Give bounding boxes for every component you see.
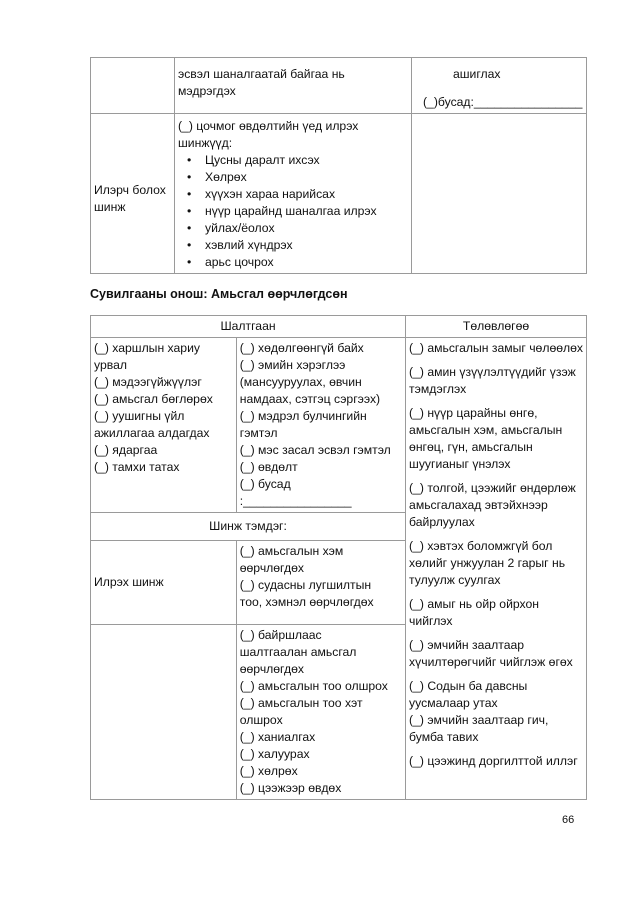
sign-line: шалтгаалан амьсгал	[239, 645, 357, 659]
plan-line: байрлуулах	[409, 515, 475, 529]
plan-line: хүчилтөрөгчийг чийглэж өгөх	[409, 655, 573, 669]
plan-line: тулуулж суулгах	[409, 573, 501, 587]
section-heading: Сувилгааны онош: Амьсгал өөрчлөгдсөн	[90, 287, 348, 301]
cause-line: ажиллагаа алдагдах	[94, 426, 210, 440]
sign-line: өөрчлөгдөх	[239, 561, 304, 575]
plan-item	[409, 596, 583, 630]
text-line: Илэрч болох	[94, 182, 166, 197]
top-table	[90, 57, 587, 274]
plan-item	[409, 364, 583, 398]
acute-pain-signs-list	[178, 152, 408, 271]
plan-item	[409, 340, 583, 357]
cause-line: гэмтэл	[239, 426, 278, 440]
header-plan: Төлөвлөгөө	[406, 316, 587, 338]
sign-line: (_) ханиалгах	[239, 730, 316, 744]
plan-line: (_) нүүр царайны өнгө,	[409, 406, 538, 420]
sign-line: (_) амьсгалын тоо олшрох	[239, 679, 388, 693]
sign-line: (_) цээжээр өвдөх	[239, 781, 342, 795]
top-row1-col2-text	[178, 60, 408, 100]
signs-empty-cell	[91, 625, 237, 800]
sign-line: өөрчлөгдөх	[239, 662, 304, 676]
cause-line: (_) өвдөлт	[239, 460, 298, 474]
bullet-item: • хэвлий хүндрэх	[178, 237, 408, 254]
plan-line: өнгөц, гүн, амьсгалын	[409, 440, 533, 454]
plan-item	[409, 637, 583, 671]
signs-col2b	[236, 625, 405, 800]
bullet-item: • уйлах/ёолох	[178, 220, 408, 237]
plan-line: тэмдэглэх	[409, 382, 467, 396]
cause-line: намдаах, сэтгэц сэргээх)	[239, 392, 381, 406]
acute-pain-signs-intro	[178, 116, 408, 152]
cause-line: урвал	[94, 358, 127, 372]
text-line: эсвэл шаналгаатай байгаа нь	[178, 67, 345, 81]
plan-line: (_) амин үзүүлэлтүүдийг үзэж	[409, 365, 576, 379]
text-line: (_) цочмог өвдөлтийн үед илрэх	[178, 119, 359, 133]
bullet-item: • нүүр царайнд шаналгаа илрэх	[178, 203, 408, 220]
signs-label	[94, 172, 171, 216]
cause-line: (_) ядаргаа	[94, 443, 158, 457]
header-cause: Шалтгаан	[91, 316, 406, 338]
text-line: шинжүүд:	[178, 136, 233, 150]
top-row1-col3	[412, 58, 587, 114]
top-row1-col3-line1: ашиглах	[453, 67, 501, 81]
bullet-item: • Цусны даралт ихсэх	[178, 152, 408, 169]
signs-header: Шинж тэмдэг:	[91, 513, 406, 541]
plan-item	[409, 678, 583, 746]
top-row1-col3-line2: (_)бусад:________________	[423, 95, 583, 109]
text-line: мэдрэгдэх	[178, 84, 236, 98]
plan-line: (_) цээжинд доргилттой иллэг	[409, 754, 578, 768]
cause-line: (_) харшлын хариу	[94, 341, 200, 355]
causes-col2	[236, 338, 405, 513]
plan-line: (_) толгой, цээжийг өндөрлөж	[409, 481, 576, 495]
top-table-row-1	[91, 58, 587, 114]
plan-line: (_) Содын ба давсны	[409, 679, 528, 693]
top-row2-col1	[91, 114, 175, 274]
cause-line: (_) амьсгал бөглөрөх	[94, 392, 213, 406]
diagnosis-table	[90, 315, 587, 800]
sign-line: олшрох	[239, 713, 283, 727]
cause-line: (мансууруулах, өвчин	[239, 375, 362, 389]
plan-item	[409, 538, 583, 589]
cause-line: (_) бусад	[239, 477, 291, 491]
plan-line: бумба тавих	[409, 730, 479, 744]
sign-line: (_) судасны лугшилтын	[239, 578, 372, 592]
plan-line: (_) амыг нь ойр ойрхон	[409, 597, 539, 611]
cause-line: (_) эмийн хэрэглээ	[239, 358, 346, 372]
cause-line: (_) хөдөлгөөнгүй байх	[239, 341, 364, 355]
cause-line: (_) мэдрэл булчингийн	[239, 409, 367, 423]
top-table-row-2	[91, 114, 587, 274]
plan-line: шуугианыг үнэлэх	[409, 457, 511, 471]
bullet-item: • хүүхэн хараа нарийсах	[178, 186, 408, 203]
plan-item	[409, 480, 583, 531]
plan-line: амьсгалын хэм, амьсгалын	[409, 423, 563, 437]
cause-line: (_) уушигны үйл	[94, 409, 185, 423]
signs-label-cell	[91, 541, 237, 625]
plan-line: уусмалаар утах	[409, 696, 498, 710]
sign-line: тоо, хэмнэл өөрчлөгдөх	[239, 595, 374, 609]
plan-item	[409, 405, 583, 473]
sign-line: (_) амьсгалын хэм	[239, 544, 344, 558]
cause-line: :________________	[239, 494, 352, 508]
causes-row	[91, 338, 587, 513]
signs-col2a	[236, 541, 405, 625]
bullet-item: • арьс цочрох	[178, 254, 408, 271]
sign-line: (_) хөлрөх	[239, 764, 298, 778]
bullet-item: • Хөлрөх	[178, 169, 408, 186]
plan-line: (_) эмчийн заалтаар гич,	[409, 713, 549, 727]
plan-line: хөлийг унжуулан 2 гарыг нь	[409, 556, 566, 570]
top-row1-col1	[91, 58, 175, 114]
signs-label-text: Илрэх шинж	[94, 575, 164, 589]
cause-line: (_) мэдээгүйжүүлэг	[94, 375, 202, 389]
top-row2-col2	[175, 114, 412, 274]
plan-line: амьсгалахад эвтэйхнээр	[409, 498, 548, 512]
plan-item	[409, 753, 583, 770]
page-number: 66	[562, 814, 575, 826]
sign-line: (_) халуурах	[239, 747, 310, 761]
plan-line: (_) эмчийн заалтаар	[409, 638, 525, 652]
header-row	[91, 316, 587, 338]
plan-line: чийглэх	[409, 614, 453, 628]
sign-line: (_) байршлаас	[239, 628, 322, 642]
cause-line: (_) тамхи татах	[94, 460, 180, 474]
sign-line: (_) амьсгалын тоо хэт	[239, 696, 363, 710]
top-row2-col3	[412, 114, 587, 274]
plan-line: (_) амьсгалын замыг чөлөөлөх	[409, 341, 583, 355]
plan-col	[406, 338, 587, 800]
text-line: шинж	[94, 199, 126, 214]
top-row1-col2	[175, 58, 412, 114]
cause-line: (_) мэс засал эсвэл гэмтэл	[239, 443, 391, 457]
causes-col1	[91, 338, 237, 513]
plan-line: (_) хэвтэх боломжгүй бол	[409, 539, 553, 553]
